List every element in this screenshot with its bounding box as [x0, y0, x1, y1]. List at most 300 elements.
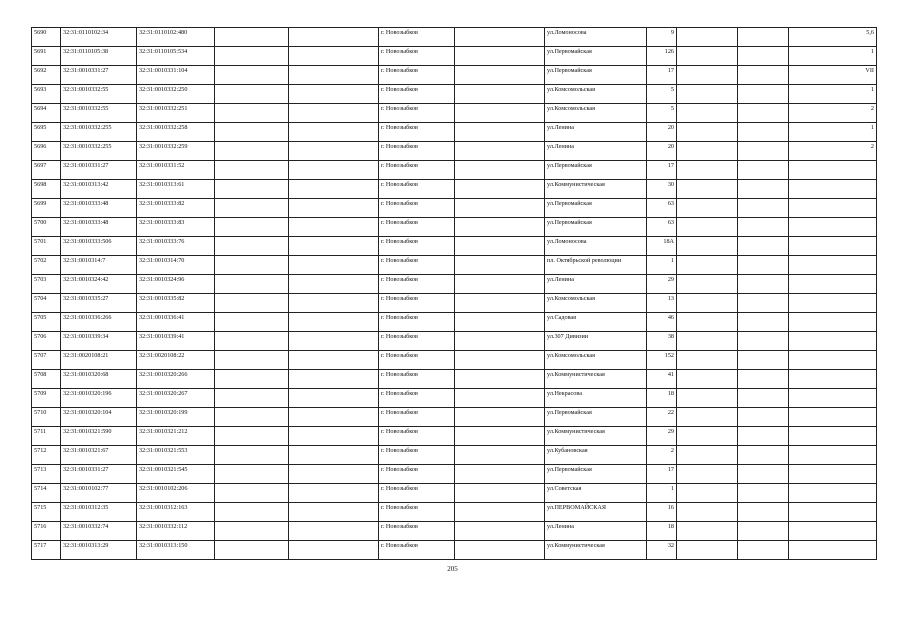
empty-cell-c	[455, 218, 545, 237]
object-cadastral-cell: 32:31:0010313:61	[137, 180, 215, 199]
empty-cell-d	[677, 503, 738, 522]
empty-cell-a	[215, 332, 289, 351]
empty-cell-e	[738, 351, 789, 370]
object-cadastral-cell: 32:31:0010321:553	[137, 446, 215, 465]
house-number-cell: 152	[647, 351, 677, 370]
city-cell: г. Новозыбков	[379, 218, 455, 237]
object-cadastral-cell: 32:31:0010320:199	[137, 408, 215, 427]
house-number-cell: 1	[647, 484, 677, 503]
object-cadastral-cell: 32:31:0010331:104	[137, 66, 215, 85]
table-row	[32, 427, 877, 446]
parcel-cadastral-cell: 32:31:0010313:29	[61, 541, 137, 560]
row-index-cell: 5715	[32, 503, 61, 522]
table-row	[32, 503, 877, 522]
empty-cell-c	[455, 408, 545, 427]
row-index-cell: 5692	[32, 66, 61, 85]
empty-cell-d	[677, 389, 738, 408]
empty-cell-d	[677, 294, 738, 313]
house-number-cell: 2	[647, 446, 677, 465]
empty-cell-c	[455, 256, 545, 275]
city-cell: г. Новозыбков	[379, 123, 455, 142]
house-number-cell: 38	[647, 332, 677, 351]
empty-cell-b	[289, 275, 379, 294]
empty-cell-d	[677, 47, 738, 66]
row-index-cell: 5717	[32, 541, 61, 560]
empty-cell-c	[455, 389, 545, 408]
city-cell: г. Новозыбков	[379, 370, 455, 389]
empty-cell-a	[215, 28, 289, 47]
empty-cell-a	[215, 503, 289, 522]
parcel-cadastral-cell: 32:31:0010332:55	[61, 85, 137, 104]
empty-cell-d	[677, 142, 738, 161]
empty-cell-c	[455, 28, 545, 47]
table-row	[32, 294, 877, 313]
table-row	[32, 351, 877, 370]
empty-cell-d	[677, 446, 738, 465]
empty-cell-b	[289, 446, 379, 465]
street-cell: ул.Советская	[545, 484, 647, 503]
empty-cell-e	[738, 427, 789, 446]
empty-cell-d	[677, 427, 738, 446]
city-cell: г. Новозыбков	[379, 389, 455, 408]
empty-cell-a	[215, 85, 289, 104]
empty-cell-d	[677, 66, 738, 85]
empty-cell-a	[215, 161, 289, 180]
apartment-cell	[789, 332, 877, 351]
street-cell: ул.Первомайская	[545, 66, 647, 85]
table-row	[32, 275, 877, 294]
city-cell: г. Новозыбков	[379, 351, 455, 370]
empty-cell-e	[738, 161, 789, 180]
street-cell: ул.Ленина	[545, 275, 647, 294]
row-index-cell: 5699	[32, 199, 61, 218]
empty-cell-d	[677, 522, 738, 541]
street-cell: ул.Первомайская	[545, 47, 647, 66]
street-cell: ул.Ленина	[545, 123, 647, 142]
row-index-cell: 5712	[32, 446, 61, 465]
empty-cell-d	[677, 104, 738, 123]
table-row	[32, 465, 877, 484]
apartment-cell	[789, 256, 877, 275]
house-number-cell: 17	[647, 161, 677, 180]
empty-cell-b	[289, 237, 379, 256]
apartment-cell	[789, 484, 877, 503]
house-number-cell: 63	[647, 199, 677, 218]
parcel-cadastral-cell: 32:31:0110105:38	[61, 47, 137, 66]
row-index-cell: 5714	[32, 484, 61, 503]
empty-cell-b	[289, 389, 379, 408]
empty-cell-c	[455, 465, 545, 484]
street-cell: ул.Первомайская	[545, 199, 647, 218]
parcel-cadastral-cell: 32:31:0010332:55	[61, 104, 137, 123]
empty-cell-c	[455, 446, 545, 465]
apartment-cell: 1	[789, 85, 877, 104]
empty-cell-c	[455, 180, 545, 199]
table-row	[32, 28, 877, 47]
row-index-cell: 5701	[32, 237, 61, 256]
object-cadastral-cell: 32:31:0010332:259	[137, 142, 215, 161]
object-cadastral-cell: 32:31:0110102:480	[137, 28, 215, 47]
table-row	[32, 66, 877, 85]
street-cell: ул.Комсомольская	[545, 294, 647, 313]
object-cadastral-cell: 32:31:0010332:250	[137, 85, 215, 104]
street-cell: пл. Октябрьской революции	[545, 256, 647, 275]
parcel-cadastral-cell: 32:31:0010312:35	[61, 503, 137, 522]
empty-cell-e	[738, 408, 789, 427]
table-row	[32, 104, 877, 123]
apartment-cell	[789, 180, 877, 199]
table-row	[32, 313, 877, 332]
empty-cell-e	[738, 541, 789, 560]
city-cell: г. Новозыбков	[379, 522, 455, 541]
empty-cell-c	[455, 275, 545, 294]
object-cadastral-cell: 32:31:0010339:41	[137, 332, 215, 351]
street-cell: ул.Ломоносова	[545, 237, 647, 256]
parcel-cadastral-cell: 32:31:0010335:27	[61, 294, 137, 313]
row-index-cell: 5706	[32, 332, 61, 351]
parcel-cadastral-cell: 32:31:0010336:266	[61, 313, 137, 332]
house-number-cell: 20	[647, 142, 677, 161]
table-row	[32, 237, 877, 256]
street-cell: ул.Кубановская	[545, 446, 647, 465]
empty-cell-a	[215, 446, 289, 465]
parcel-cadastral-cell: 32:31:0010320:196	[61, 389, 137, 408]
house-number-cell: 32	[647, 541, 677, 560]
apartment-cell	[789, 389, 877, 408]
empty-cell-a	[215, 408, 289, 427]
street-cell: ул.Ломоносова	[545, 28, 647, 47]
city-cell: г. Новозыбков	[379, 28, 455, 47]
house-number-cell: 20	[647, 123, 677, 142]
empty-cell-a	[215, 123, 289, 142]
empty-cell-b	[289, 123, 379, 142]
apartment-cell	[789, 522, 877, 541]
table-row	[32, 446, 877, 465]
row-index-cell: 5716	[32, 522, 61, 541]
table-row	[32, 408, 877, 427]
house-number-cell: 13	[647, 294, 677, 313]
parcel-cadastral-cell: 32:31:0010321:67	[61, 446, 137, 465]
parcel-cadastral-cell: 32:31:0010321:590	[61, 427, 137, 446]
empty-cell-c	[455, 85, 545, 104]
empty-cell-a	[215, 427, 289, 446]
empty-cell-b	[289, 503, 379, 522]
empty-cell-d	[677, 351, 738, 370]
street-cell: ул.Первомайская	[545, 161, 647, 180]
empty-cell-d	[677, 313, 738, 332]
house-number-cell: 16	[647, 503, 677, 522]
street-cell: ул.Садовая	[545, 313, 647, 332]
row-index-cell: 5704	[32, 294, 61, 313]
object-cadastral-cell: 32:31:0010313:150	[137, 541, 215, 560]
registry-sheet	[31, 27, 876, 560]
empty-cell-a	[215, 313, 289, 332]
object-cadastral-cell: 32:31:0010333:83	[137, 218, 215, 237]
empty-cell-e	[738, 446, 789, 465]
apartment-cell: VII	[789, 66, 877, 85]
page-number: 205	[447, 565, 458, 573]
street-cell: ул.Первомайская	[545, 408, 647, 427]
parcel-cadastral-cell: 32:31:0010331:27	[61, 66, 137, 85]
object-cadastral-cell: 32:31:0010320:266	[137, 370, 215, 389]
house-number-cell: 5	[647, 104, 677, 123]
street-cell: ул.Ленина	[545, 522, 647, 541]
empty-cell-c	[455, 427, 545, 446]
row-index-cell: 5696	[32, 142, 61, 161]
object-cadastral-cell: 32:31:0010321:212	[137, 427, 215, 446]
city-cell: г. Новозыбков	[379, 199, 455, 218]
empty-cell-b	[289, 427, 379, 446]
empty-cell-b	[289, 85, 379, 104]
street-cell: ул.Комсомольская	[545, 104, 647, 123]
table-row	[32, 47, 877, 66]
row-index-cell: 5707	[32, 351, 61, 370]
empty-cell-a	[215, 294, 289, 313]
empty-cell-c	[455, 541, 545, 560]
apartment-cell	[789, 503, 877, 522]
city-cell: г. Новозыбков	[379, 427, 455, 446]
house-number-cell: 1	[647, 256, 677, 275]
parcel-cadastral-cell: 32:31:0010314:7	[61, 256, 137, 275]
house-number-cell: 22	[647, 408, 677, 427]
object-cadastral-cell: 32:31:0110105:534	[137, 47, 215, 66]
table-row	[32, 218, 877, 237]
city-cell: г. Новозыбков	[379, 47, 455, 66]
house-number-cell: 17	[647, 465, 677, 484]
city-cell: г. Новозыбков	[379, 408, 455, 427]
empty-cell-b	[289, 294, 379, 313]
empty-cell-e	[738, 85, 789, 104]
parcel-cadastral-cell: 32:31:0010313:42	[61, 180, 137, 199]
row-index-cell: 5709	[32, 389, 61, 408]
apartment-cell	[789, 351, 877, 370]
city-cell: г. Новозыбков	[379, 294, 455, 313]
empty-cell-e	[738, 256, 789, 275]
row-index-cell: 5694	[32, 104, 61, 123]
empty-cell-e	[738, 370, 789, 389]
city-cell: г. Новозыбков	[379, 161, 455, 180]
empty-cell-c	[455, 104, 545, 123]
empty-cell-b	[289, 28, 379, 47]
empty-cell-d	[677, 332, 738, 351]
empty-cell-c	[455, 351, 545, 370]
empty-cell-d	[677, 161, 738, 180]
empty-cell-e	[738, 332, 789, 351]
parcel-cadastral-cell: 32:31:0010102:77	[61, 484, 137, 503]
empty-cell-d	[677, 256, 738, 275]
street-cell: ул.Некрасова	[545, 389, 647, 408]
table-row	[32, 161, 877, 180]
apartment-cell	[789, 541, 877, 560]
street-cell: ул.307 Дивизии	[545, 332, 647, 351]
parcel-cadastral-cell: 32:31:0010333:48	[61, 199, 137, 218]
table-row	[32, 142, 877, 161]
empty-cell-c	[455, 294, 545, 313]
parcel-cadastral-cell: 32:31:0010332:74	[61, 522, 137, 541]
street-cell: ул.Ленина	[545, 142, 647, 161]
city-cell: г. Новозыбков	[379, 237, 455, 256]
empty-cell-d	[677, 237, 738, 256]
empty-cell-b	[289, 541, 379, 560]
apartment-cell	[789, 237, 877, 256]
empty-cell-b	[289, 313, 379, 332]
apartment-cell	[789, 313, 877, 332]
empty-cell-a	[215, 218, 289, 237]
city-cell: г. Новозыбков	[379, 85, 455, 104]
empty-cell-d	[677, 28, 738, 47]
parcel-cadastral-cell: 32:31:0020108:21	[61, 351, 137, 370]
empty-cell-d	[677, 199, 738, 218]
row-index-cell: 5702	[32, 256, 61, 275]
city-cell: г. Новозыбков	[379, 104, 455, 123]
street-cell: ул.Первомайская	[545, 218, 647, 237]
empty-cell-d	[677, 275, 738, 294]
row-index-cell: 5711	[32, 427, 61, 446]
empty-cell-c	[455, 522, 545, 541]
object-cadastral-cell: 32:31:0010331:52	[137, 161, 215, 180]
object-cadastral-cell: 32:31:0010321:545	[137, 465, 215, 484]
empty-cell-b	[289, 351, 379, 370]
house-number-cell: 46	[647, 313, 677, 332]
apartment-cell	[789, 427, 877, 446]
parcel-cadastral-cell: 32:31:0010333:48	[61, 218, 137, 237]
empty-cell-e	[738, 142, 789, 161]
city-cell: г. Новозыбков	[379, 332, 455, 351]
empty-cell-c	[455, 332, 545, 351]
row-index-cell: 5713	[32, 465, 61, 484]
empty-cell-a	[215, 370, 289, 389]
row-index-cell: 5700	[32, 218, 61, 237]
empty-cell-c	[455, 313, 545, 332]
city-cell: г. Новозыбков	[379, 446, 455, 465]
house-number-cell: 126	[647, 47, 677, 66]
empty-cell-d	[677, 180, 738, 199]
empty-cell-d	[677, 123, 738, 142]
apartment-cell: 5,6	[789, 28, 877, 47]
city-cell: г. Новозыбков	[379, 275, 455, 294]
empty-cell-d	[677, 484, 738, 503]
registry-body	[32, 28, 877, 560]
parcel-cadastral-cell: 32:31:0010331:27	[61, 465, 137, 484]
street-cell: ул.Комсомольская	[545, 85, 647, 104]
empty-cell-b	[289, 104, 379, 123]
empty-cell-c	[455, 370, 545, 389]
city-cell: г. Новозыбков	[379, 503, 455, 522]
parcel-cadastral-cell: 32:31:0010339:34	[61, 332, 137, 351]
parcel-cadastral-cell: 32:31:0010331:27	[61, 161, 137, 180]
empty-cell-e	[738, 389, 789, 408]
empty-cell-e	[738, 218, 789, 237]
table-row	[32, 484, 877, 503]
empty-cell-a	[215, 484, 289, 503]
object-cadastral-cell: 32:31:0010333:82	[137, 199, 215, 218]
street-cell: ул.Коммунистическая	[545, 370, 647, 389]
city-cell: г. Новозыбков	[379, 66, 455, 85]
row-index-cell: 5698	[32, 180, 61, 199]
empty-cell-e	[738, 28, 789, 47]
apartment-cell	[789, 370, 877, 389]
empty-cell-e	[738, 180, 789, 199]
object-cadastral-cell: 32:31:0010336:41	[137, 313, 215, 332]
city-cell: г. Новозыбков	[379, 180, 455, 199]
city-cell: г. Новозыбков	[379, 541, 455, 560]
empty-cell-e	[738, 237, 789, 256]
object-cadastral-cell: 32:31:0010314:70	[137, 256, 215, 275]
empty-cell-b	[289, 180, 379, 199]
apartment-cell	[789, 218, 877, 237]
street-cell: ул.Коммунистическая	[545, 541, 647, 560]
house-number-cell: 63	[647, 218, 677, 237]
empty-cell-d	[677, 465, 738, 484]
empty-cell-a	[215, 66, 289, 85]
empty-cell-b	[289, 218, 379, 237]
object-cadastral-cell: 32:31:0010102:206	[137, 484, 215, 503]
empty-cell-e	[738, 294, 789, 313]
object-cadastral-cell: 32:31:0010335:82	[137, 294, 215, 313]
house-number-cell: 30	[647, 180, 677, 199]
empty-cell-e	[738, 465, 789, 484]
empty-cell-a	[215, 199, 289, 218]
object-cadastral-cell: 32:31:0010332:258	[137, 123, 215, 142]
empty-cell-d	[677, 85, 738, 104]
table-row	[32, 522, 877, 541]
table-row	[32, 256, 877, 275]
empty-cell-d	[677, 541, 738, 560]
house-number-cell: 18	[647, 389, 677, 408]
apartment-cell	[789, 161, 877, 180]
street-cell: ул.Коммунистическая	[545, 427, 647, 446]
registry-table	[31, 27, 877, 560]
empty-cell-c	[455, 47, 545, 66]
parcel-cadastral-cell: 32:31:0010332:255	[61, 142, 137, 161]
empty-cell-b	[289, 199, 379, 218]
empty-cell-d	[677, 218, 738, 237]
house-number-cell: 18	[647, 522, 677, 541]
house-number-cell: 41	[647, 370, 677, 389]
empty-cell-d	[677, 370, 738, 389]
table-row	[32, 123, 877, 142]
apartment-cell	[789, 465, 877, 484]
empty-cell-e	[738, 199, 789, 218]
row-index-cell: 5691	[32, 47, 61, 66]
empty-cell-a	[215, 237, 289, 256]
empty-cell-c	[455, 199, 545, 218]
city-cell: г. Новозыбков	[379, 484, 455, 503]
empty-cell-a	[215, 522, 289, 541]
city-cell: г. Новозыбков	[379, 313, 455, 332]
empty-cell-e	[738, 522, 789, 541]
street-cell: ул.Комсомольская	[545, 351, 647, 370]
house-number-cell: 9	[647, 28, 677, 47]
empty-cell-b	[289, 142, 379, 161]
empty-cell-b	[289, 465, 379, 484]
empty-cell-a	[215, 256, 289, 275]
empty-cell-d	[677, 408, 738, 427]
object-cadastral-cell: 32:31:0010333:76	[137, 237, 215, 256]
row-index-cell: 5693	[32, 85, 61, 104]
city-cell: г. Новозыбков	[379, 465, 455, 484]
empty-cell-b	[289, 47, 379, 66]
table-row	[32, 389, 877, 408]
empty-cell-b	[289, 484, 379, 503]
table-row	[32, 541, 877, 560]
apartment-cell: 1	[789, 123, 877, 142]
table-row	[32, 85, 877, 104]
parcel-cadastral-cell: 32:31:0010320:104	[61, 408, 137, 427]
empty-cell-b	[289, 522, 379, 541]
apartment-cell	[789, 275, 877, 294]
house-number-cell: 29	[647, 427, 677, 446]
